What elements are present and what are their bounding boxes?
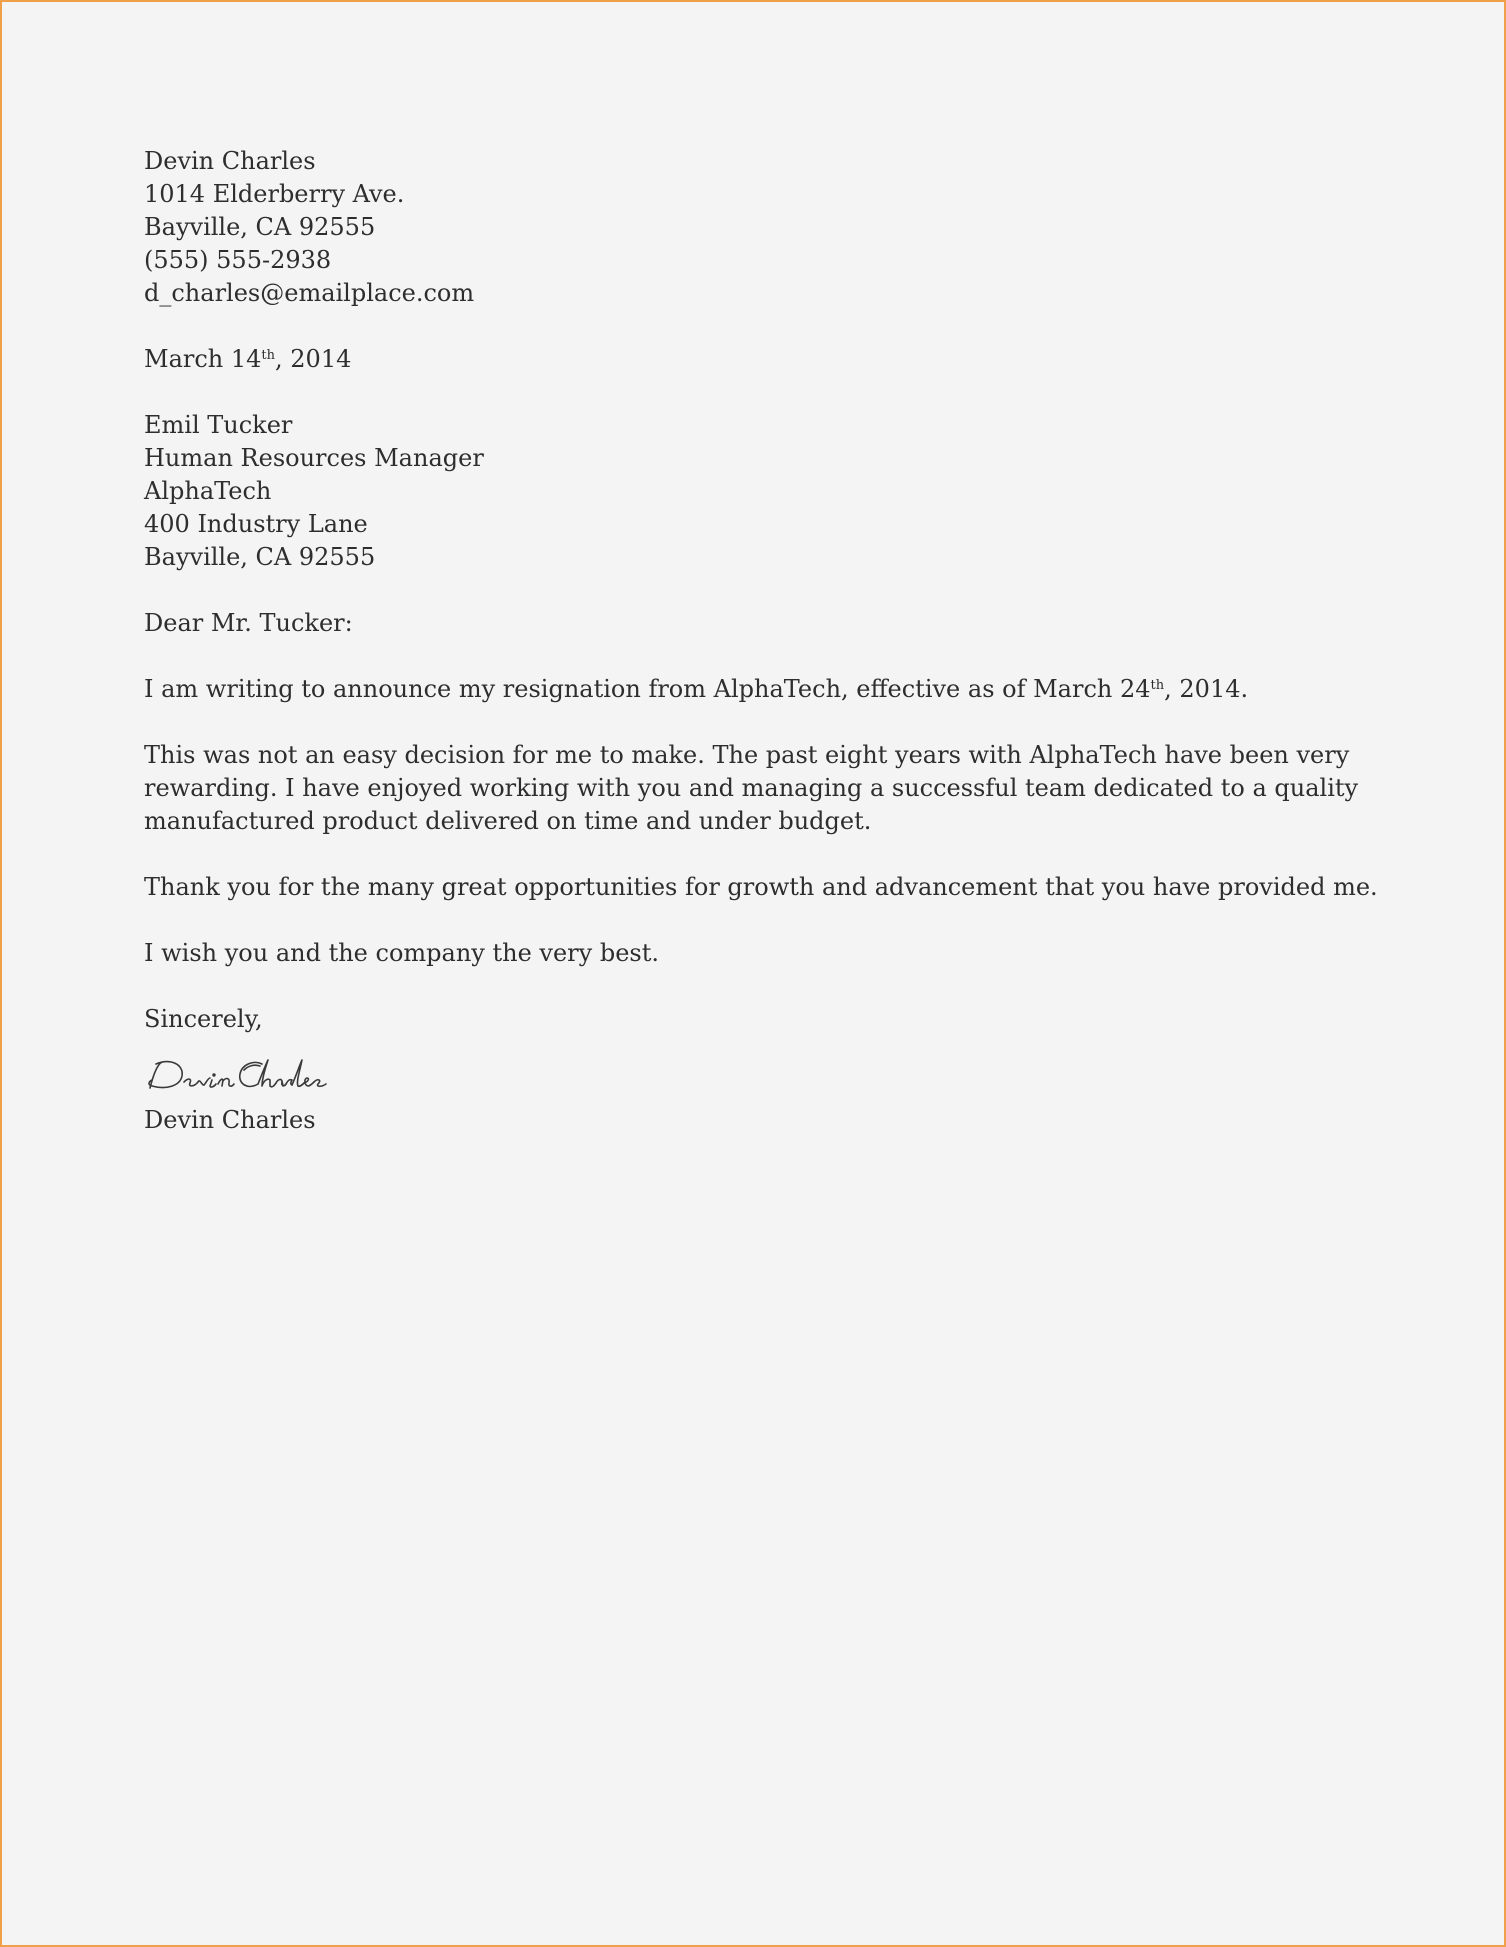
sender-block (144, 145, 1344, 310)
spacer (144, 640, 1344, 673)
p2-line-2: rewarding. I have enjoyed working with you and managing a successful team dedicated to a quality (144, 774, 1359, 802)
sender-street: 1014 Elderberry Ave. (144, 180, 405, 208)
spacer (144, 970, 1344, 1003)
spacer (144, 838, 1344, 871)
recipient-title: Human Resources Manager (144, 444, 484, 472)
handwritten-signature (144, 1050, 1344, 1100)
recipient-name: Emil Tucker (144, 411, 293, 439)
spacer (144, 574, 1344, 607)
sender-email: d_charles@emailplace.com (144, 279, 475, 307)
closing: Sincerely, (144, 1005, 263, 1033)
body-paragraph-4: I wish you and the company the very best. (144, 939, 659, 967)
p1-ordinal: th (1150, 678, 1165, 693)
signed-name: Devin Charles (144, 1106, 316, 1134)
resignation-letter (144, 145, 1378, 1137)
spacer (144, 706, 1344, 739)
letter-date (144, 343, 1344, 376)
recipient-block (144, 409, 1344, 574)
spacer (144, 376, 1344, 409)
sender-name: Devin Charles (144, 147, 316, 175)
p2-line-1: This was not an easy decision for me to make. The past eight years with AlphaTech have been very (144, 741, 1350, 769)
recipient-street: 400 Industry Lane (144, 510, 368, 538)
spacer (144, 904, 1344, 937)
spacer (144, 310, 1344, 343)
body-paragraph-1 (144, 673, 1344, 706)
sender-phone: (555) 555-2938 (144, 246, 332, 274)
p1-suffix: , 2014. (1164, 675, 1249, 703)
sender-city-state-zip: Bayville, CA 92555 (144, 213, 376, 241)
body-paragraph-3: Thank you for the many great opportunities for growth and advancement that you have provided me. (144, 873, 1378, 901)
recipient-company: AlphaTech (144, 477, 272, 505)
date-ordinal: th (261, 348, 276, 363)
p1-prefix: I am writing to announce my resignation from AlphaTech, effective as of March 24 (144, 675, 1151, 703)
salutation: Dear Mr. Tucker: (144, 609, 353, 637)
date-suffix: , 2014 (275, 345, 352, 373)
p2-line-3: manufactured product delivered on time and under budget. (144, 807, 872, 835)
body-paragraph-2 (144, 739, 1359, 838)
recipient-city-state-zip: Bayville, CA 92555 (144, 543, 376, 571)
date-prefix: March 14 (144, 345, 262, 373)
signature-graphic (144, 1050, 334, 1100)
